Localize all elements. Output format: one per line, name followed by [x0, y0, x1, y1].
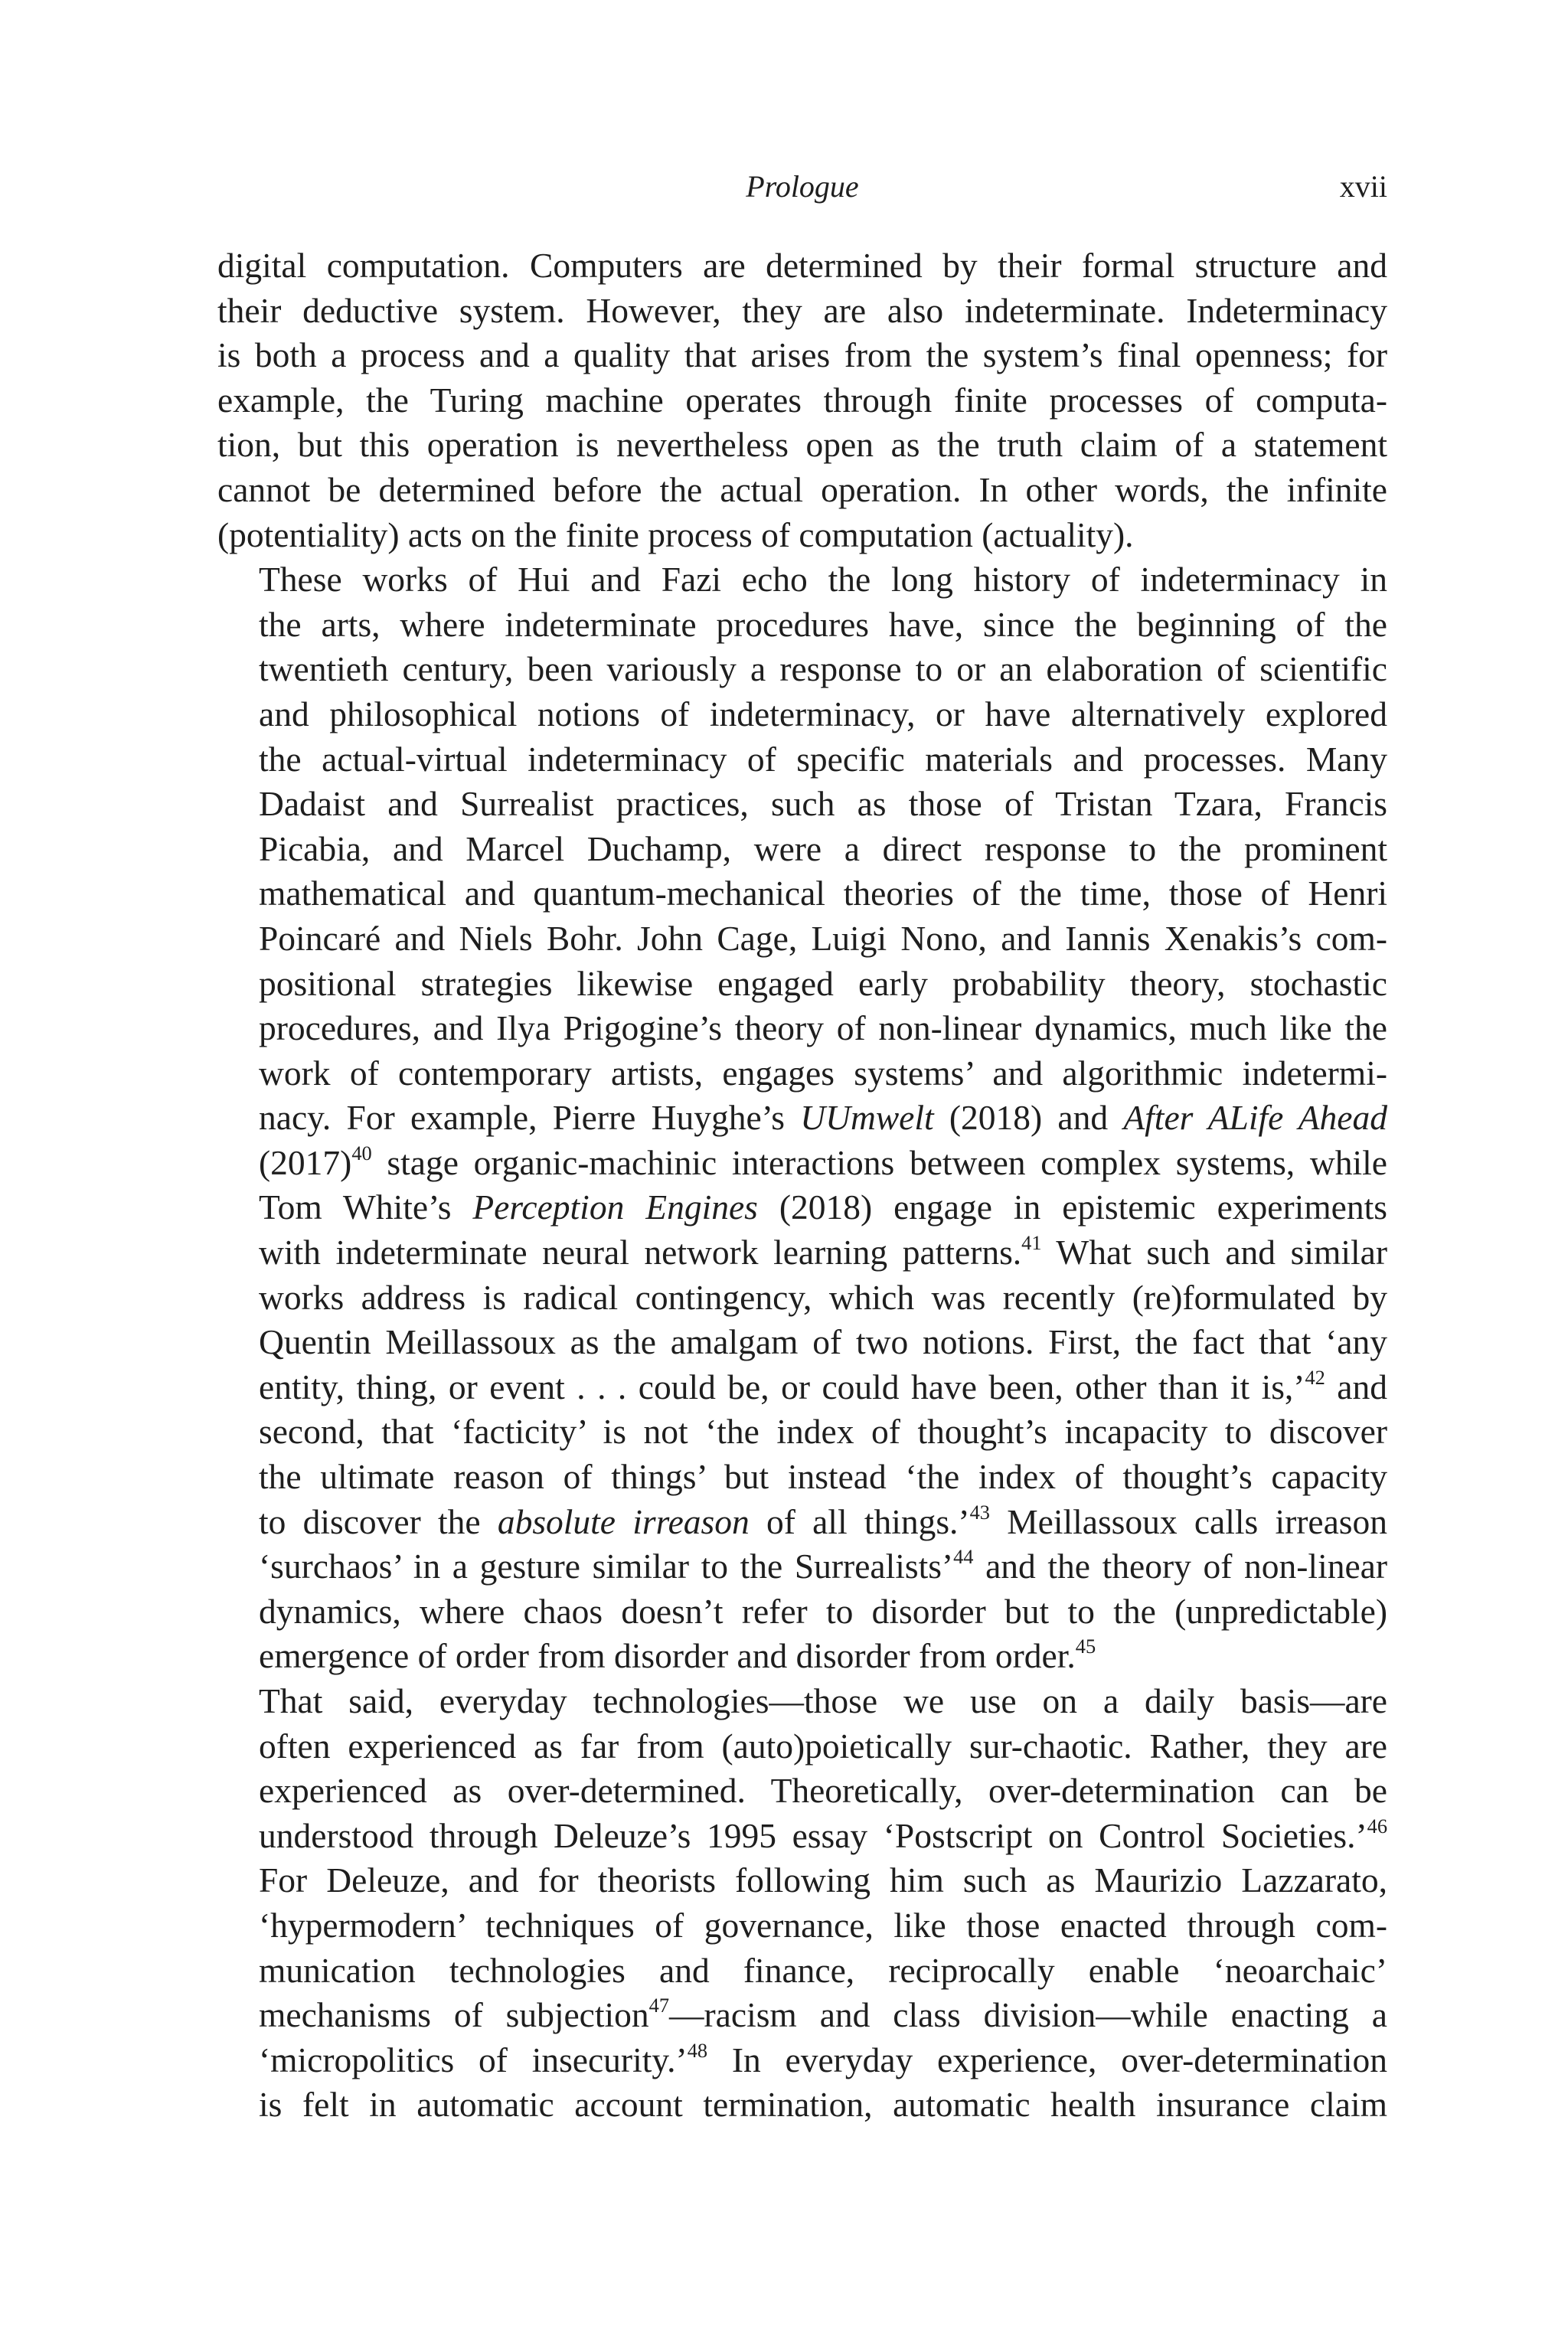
text-run: What such and similar: [1041, 1233, 1387, 1272]
text-line: [217, 1544, 1387, 1589]
artwork-title-uumwelt: UUmwelt: [800, 1098, 934, 1138]
text-line: These works of Hui and Fazi echo the long history of indeterminacy in: [259, 560, 1387, 599]
text-line: works address is radical contingency, which was recently (re)formulated by: [259, 1277, 1387, 1317]
text-run: and: [1325, 1367, 1387, 1406]
text-line: [217, 1993, 1387, 2038]
text-line: (potentiality) acts on the finite process of computation (actuality).: [217, 514, 1134, 554]
paragraph-3: [217, 1679, 1387, 2128]
footnote-ref-40: 40: [351, 1141, 372, 1165]
text-line: experienced as over-determined. Theoretically, over-determination can be: [259, 1771, 1387, 1811]
running-title: Prologue: [746, 169, 859, 204]
text-run: to discover the: [259, 1501, 498, 1541]
text-line: and philosophical notions of indeterminacy, or have alternatively explored: [259, 694, 1387, 733]
text-run: emergence of order from disorder and disorder from order.: [259, 1636, 1076, 1676]
text-run: understood through Deleuze’s 1995 essay ‘Postscript on Control Societies.’: [259, 1815, 1367, 1855]
text-line: Picabia, and Marcel Duchamp, were a direct response to the prominent: [259, 828, 1387, 868]
text-line: the arts, where indeterminate procedures have, since the beginning of the: [259, 604, 1387, 644]
text-run: of all things.’: [749, 1501, 970, 1541]
text-run: (2018) engage in epistemic experiments: [757, 1187, 1387, 1227]
text-line: is felt in automatic account termination, automatic health insurance claim: [259, 2085, 1387, 2125]
text-run: (2018) and: [933, 1098, 1124, 1138]
text-line: the actual-virtual indeterminacy of specific materials and processes. Many: [259, 739, 1387, 779]
text-line: [217, 1500, 1387, 1545]
text-line: [217, 1634, 1387, 1679]
running-head: [217, 164, 1387, 210]
text-run: (2017): [259, 1142, 352, 1182]
text-line: procedures, and Ilya Prigogine’s theory of non-linear dynamics, much like the: [259, 1008, 1387, 1048]
text-run: —racism and class division—while enacting a: [669, 1995, 1387, 2035]
text-line: [217, 1365, 1387, 1410]
text-run: stage organic-machinic interactions between complex systems, while: [371, 1142, 1387, 1182]
text-line: their deductive system. However, they are also indeterminate. Indeterminacy: [217, 290, 1387, 330]
text-line: Quentin Meillassoux as the amalgam of two notions. First, the fact that ‘any: [259, 1322, 1387, 1362]
text-line: mathematical and quantum-mechanical theories of the time, those of Henri: [259, 874, 1387, 913]
footnote-ref-48: 48: [687, 2038, 708, 2062]
text-run: ‘surchaos’ in a gesture similar to the Surrealists’: [259, 1547, 954, 1586]
paragraph-1: [217, 243, 1387, 557]
text-run: entity, thing, or event . . . could be, or could have been, other than it is,’: [259, 1367, 1305, 1406]
text-run: Tom White’s: [259, 1187, 473, 1227]
footnote-ref-41: 41: [1021, 1231, 1042, 1255]
footnote-ref-42: 42: [1305, 1365, 1325, 1389]
text-line: example, the Turing machine operates through finite processes of computa-: [217, 380, 1387, 420]
text-line: the ultimate reason of things’ but instead ‘the index of thought’s capacity: [259, 1457, 1387, 1497]
text-line: [217, 1141, 1387, 1186]
artwork-title-perception-engines: Perception Engines: [472, 1187, 758, 1227]
text-run: and the theory of non-linear: [973, 1547, 1387, 1586]
footnote-ref-43: 43: [969, 1500, 990, 1524]
text-run: mechanisms of subjection: [259, 1995, 649, 2035]
text-line: [217, 1096, 1387, 1141]
text-line: second, that ‘facticity’ is not ‘the index of thought’s incapacity to discover: [259, 1412, 1387, 1452]
text-line: [217, 1230, 1387, 1276]
text-run: ‘micropolitics of insecurity.’: [259, 2040, 688, 2079]
text-line: munication technologies and finance, reciprocally enable ‘neoarchaic’: [259, 1950, 1387, 1990]
footnote-ref-46: 46: [1367, 1814, 1387, 1838]
text-line: Poincaré and Niels Bohr. John Cage, Luigi Nono, and Iannis Xenakis’s com-: [259, 918, 1387, 958]
text-run: nacy. For example, Pierre Huyghe’s: [259, 1098, 801, 1138]
text-line: That said, everyday technologies—those we use on a daily basis—are: [259, 1681, 1387, 1720]
text-line: [217, 1185, 1387, 1230]
paragraph-2: [217, 557, 1387, 1679]
text-line: often experienced as far from (auto)poietically sur-chaotic. Rather, they are: [259, 1726, 1387, 1766]
footnote-ref-47: 47: [648, 1994, 670, 2017]
page-number: xvii: [1339, 169, 1387, 204]
artwork-title-after-alife-ahead: After ALife Ahead: [1123, 1098, 1387, 1138]
text-line: tion, but this operation is nevertheless open as the truth claim of a statement: [217, 425, 1387, 465]
footnote-ref-45: 45: [1075, 1635, 1096, 1658]
text-line: twentieth century, been variously a response to or an elaboration of scientific: [259, 649, 1387, 689]
text-line: is both a process and a quality that arises from the system’s final openness; for: [217, 335, 1387, 375]
text-line: work of contemporary artists, engages systems’ and algorithmic indetermi-: [259, 1053, 1387, 1093]
footnote-ref-44: 44: [953, 1545, 974, 1569]
text-run: In everyday experience, over-determination: [707, 2040, 1387, 2079]
body-text: [217, 243, 1387, 2128]
text-line: positional strategies likewise engaged early probability theory, stochastic: [259, 963, 1387, 1003]
emphasis-absolute-irreason: absolute irreason: [497, 1501, 750, 1541]
text-line: [217, 2038, 1387, 2083]
text-run: Meillassoux calls irreason: [989, 1501, 1388, 1541]
text-line: [217, 1814, 1387, 1859]
text-line: cannot be determined before the actual operation. In other words, the infinite: [217, 469, 1387, 509]
text-line: ‘hypermodern’ techniques of governance, like those enacted through com-: [259, 1905, 1387, 1945]
text-line: dynamics, where chaos doesn’t refer to disorder but to the (unpredictable): [259, 1591, 1387, 1631]
text-run: with indeterminate neural network learning patterns.: [259, 1233, 1022, 1272]
text-line: digital computation. Computers are determined by their formal structure and: [217, 246, 1387, 285]
text-line: For Deleuze, and for theorists following him such as Maurizio Lazzarato,: [259, 1860, 1387, 1900]
text-line: Dadaist and Surrealist practices, such as those of Tristan Tzara, Francis: [259, 784, 1387, 824]
